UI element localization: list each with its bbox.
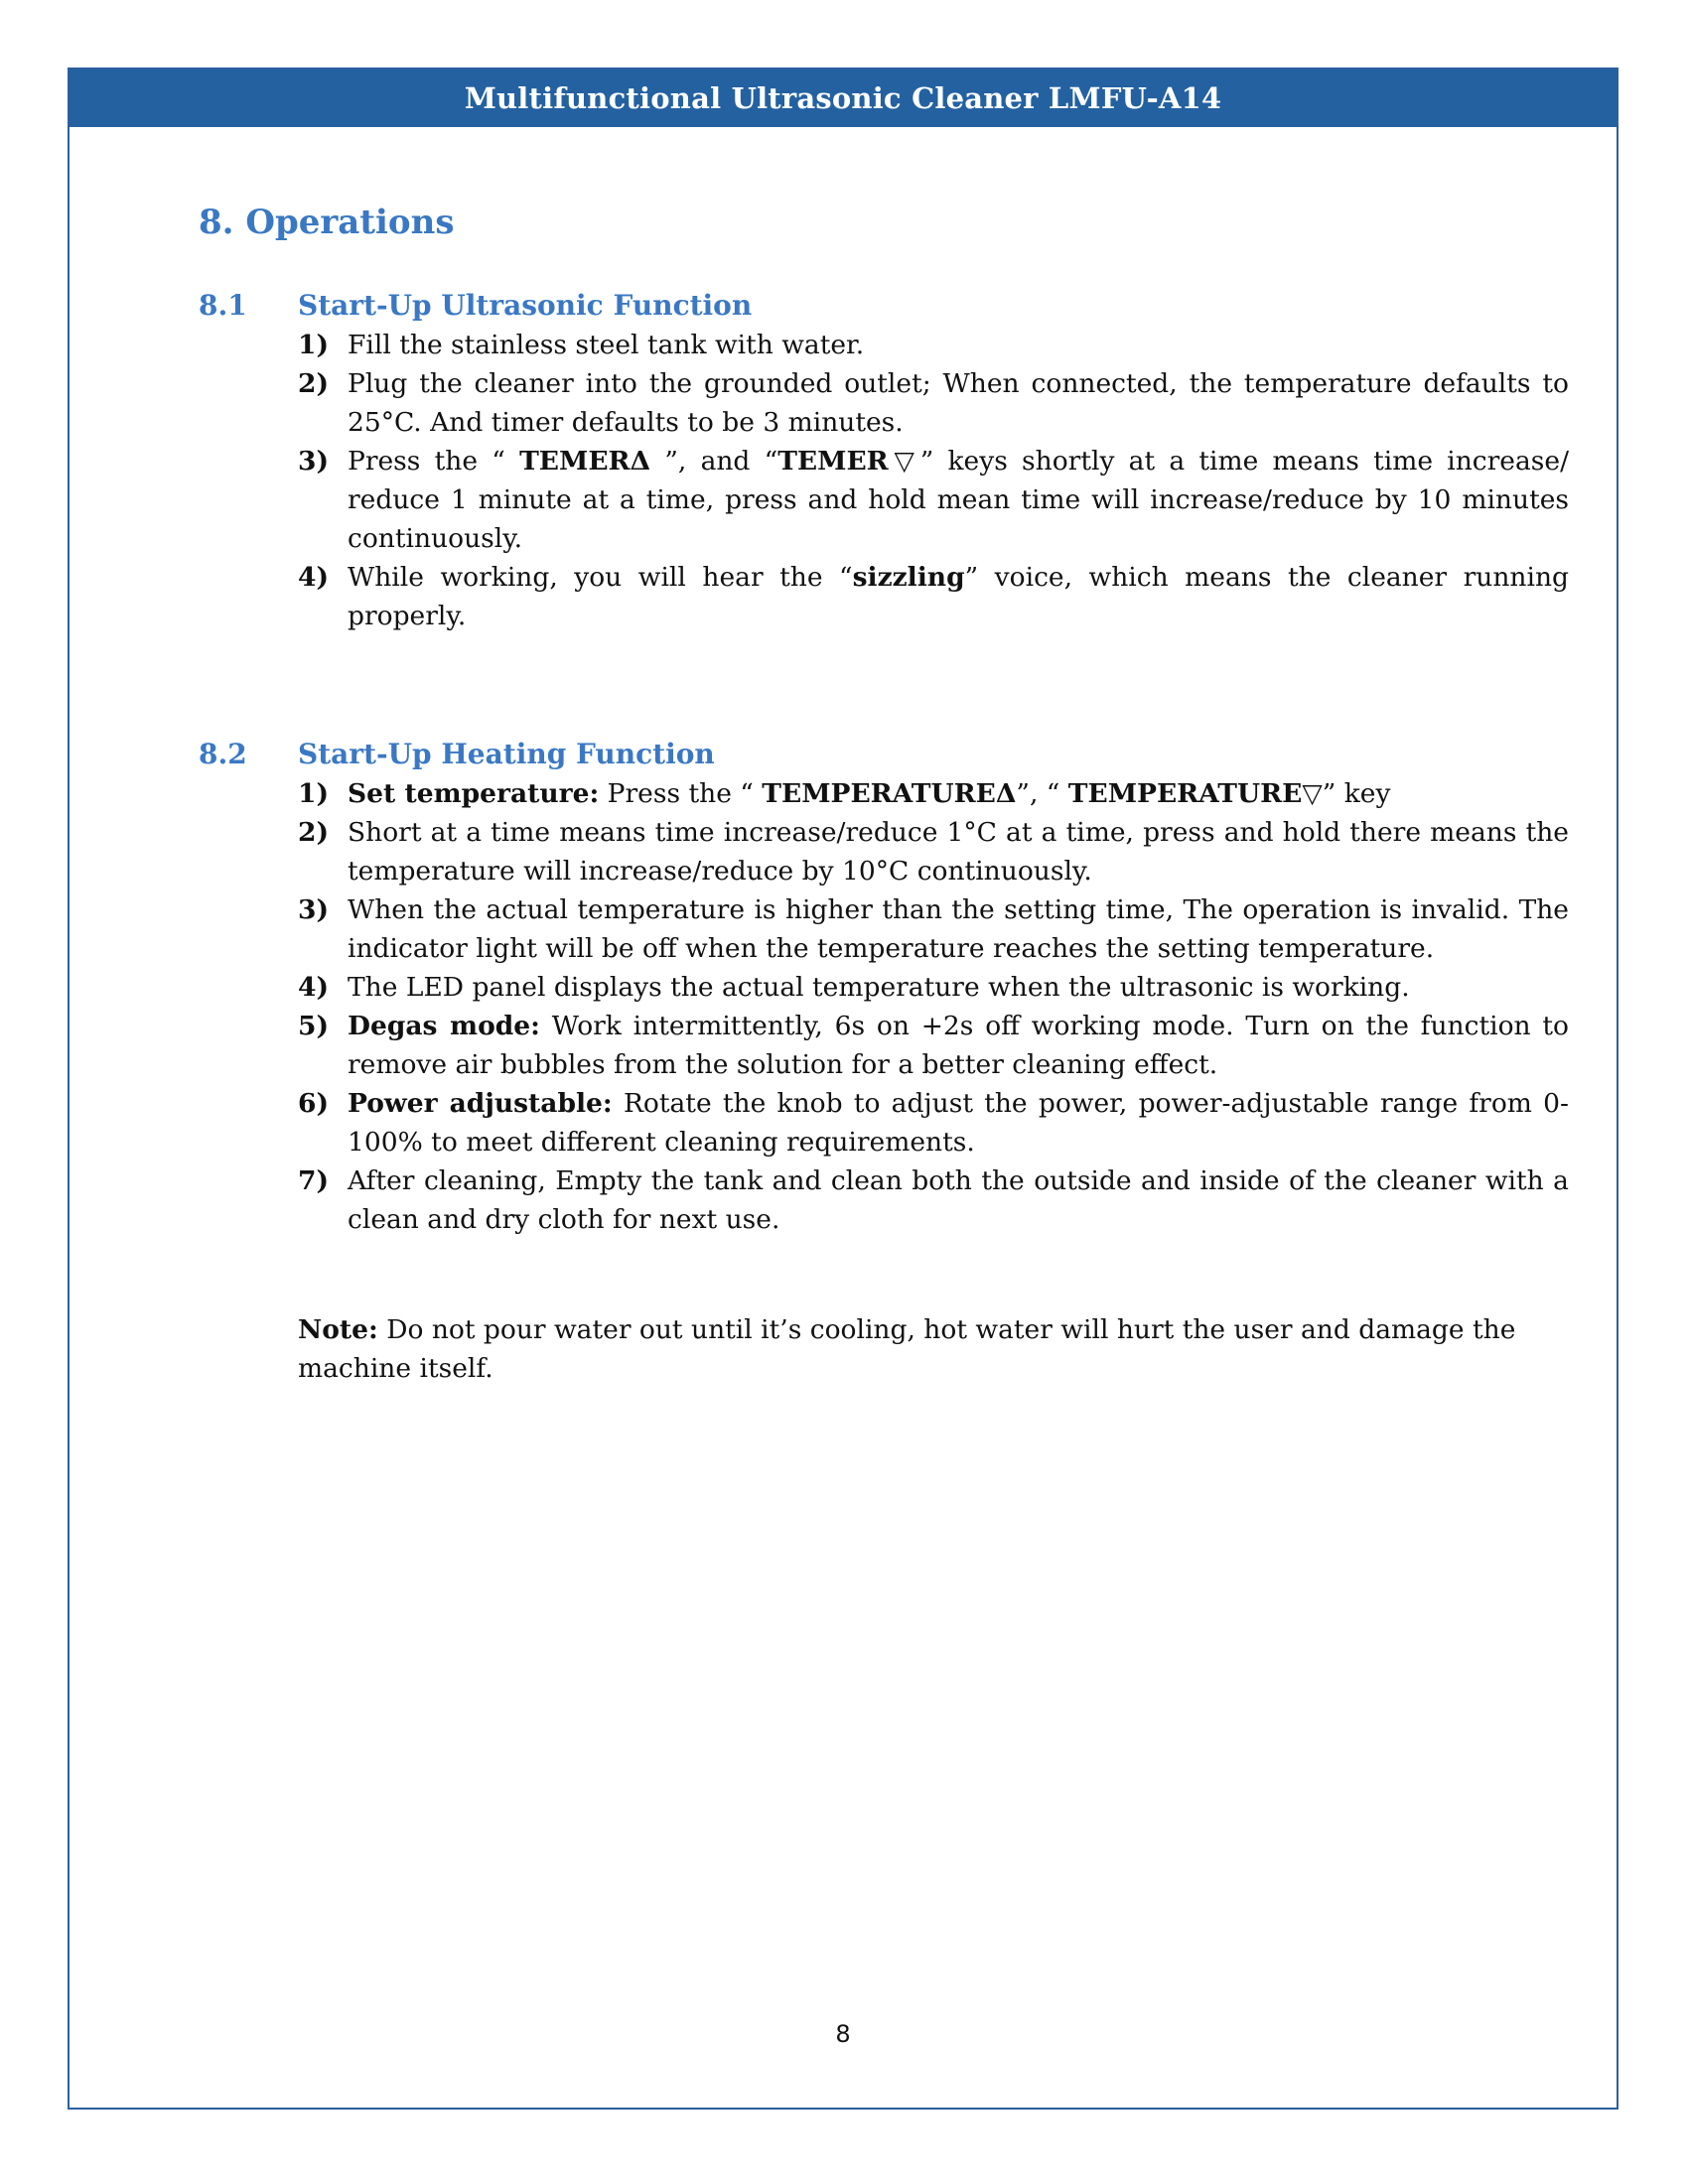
step-list [199,774,1569,1239]
step-list [199,326,1569,635]
step-text-part: ” key [1322,778,1391,809]
subsection-heading [199,286,1569,326]
step-number: 4) [298,972,329,1003]
step-text-part: Rotate the knob to adjust the power, power-adjustable range from 0-100% to meet different cleaning requirements. [348,1088,1569,1158]
step-text-part: Press the “ [348,446,520,477]
key-label-timer-up: TEMERΔ [519,446,651,477]
step-number: 1) [298,778,329,809]
step-text-part: While working, you will hear the “ [348,562,853,593]
step-number: 6) [298,1088,329,1119]
step-number: 1) [298,330,329,360]
list-item [298,813,1569,890]
step-text-part: ”, “ [1016,778,1068,809]
list-item [298,1007,1569,1084]
step-label: Degas mode: [348,1011,540,1041]
subsection-8-2 [199,735,1569,1239]
subsection-title: Start-Up Heating Function [298,738,715,770]
step-number: 5) [298,1011,329,1041]
page-number: 8 [835,2020,851,2048]
page-frame [68,68,1618,2110]
page-content [70,69,1617,2108]
step-text-part: ” voice, which means the cleaner running properly. [348,562,1569,631]
list-item [298,968,1569,1007]
subsection-title: Start-Up Ultrasonic Function [298,289,753,322]
step-label: Power adjustable: [348,1088,613,1119]
list-item [298,442,1569,558]
list-item [298,364,1569,442]
list-item [298,1161,1569,1239]
list-item [298,326,1569,364]
list-item [298,1084,1569,1161]
key-label-timer-down: TEMER▽ [777,446,920,477]
step-number: 3) [298,446,329,477]
step-text: Fill the stainless steel tank with water. [348,330,865,360]
step-label: Set temperature: [348,778,600,809]
step-text: The LED panel displays the actual temperature when the ultrasonic is working. [348,972,1410,1003]
step-number: 2) [298,368,329,399]
step-text [348,442,1569,558]
document-title: Multifunctional Ultrasonic Cleaner LMFU-A14 [464,81,1222,115]
step-text [348,774,1569,813]
step-text [348,1007,1569,1084]
subsection-number: 8.2 [199,738,247,770]
key-label-temperature-up: TEMPERATUREΔ [762,778,1017,809]
note-paragraph [298,1310,1569,1388]
step-text [348,1084,1569,1161]
step-text [348,558,1569,635]
subsection-8-1 [199,286,1569,635]
list-item [298,890,1569,968]
step-number: 7) [298,1165,329,1196]
step-text-part: Press the “ [599,778,763,809]
step-text-part: ”, and “ [650,446,778,477]
step-text: After cleaning, Empty the tank and clean both the outside and inside of the cleaner with a clean and dry cloth for next use. [348,1165,1569,1235]
step-text: Short at a time means time increase/reduce 1°C at a time, press and hold there means the temperature will increase/reduce by 10°C continuously. [348,817,1569,887]
note-label: Note: [298,1314,378,1345]
section-title: 8. Operations [199,203,455,242]
step-text: Plug the cleaner into the grounded outlet; When connected, the temperature defaults to 25°C. And timer defaults to be 3 minutes. [348,368,1569,438]
key-label-temperature-down: TEMPERATURE▽ [1067,778,1323,809]
step-number: 3) [298,894,329,925]
list-item [298,558,1569,635]
step-number: 2) [298,817,329,848]
step-number: 4) [298,562,329,593]
subsection-heading [199,735,1569,774]
note-text: Do not pour water out until it’s cooling, hot water will hurt the user and damage the machine itself. [298,1314,1516,1384]
step-text-part: ” keys shortly at a time means time increase/ reduce 1 minute at a time, press and hold mean time will increase/reduce by 10 minutes continuously. [348,446,1569,554]
emphasis-text: sizzling [852,562,965,593]
step-text-part: Work intermittently, 6s on +2s off working mode. Turn on the function to remove air bubbles from the solution for a better cleaning effect. [348,1011,1569,1080]
subsection-number: 8.1 [199,289,247,322]
step-text: When the actual temperature is higher than the setting time, The operation is invalid. The indicator light will be off when the temperature reaches the setting temperature. [348,894,1569,964]
list-item [298,774,1569,813]
